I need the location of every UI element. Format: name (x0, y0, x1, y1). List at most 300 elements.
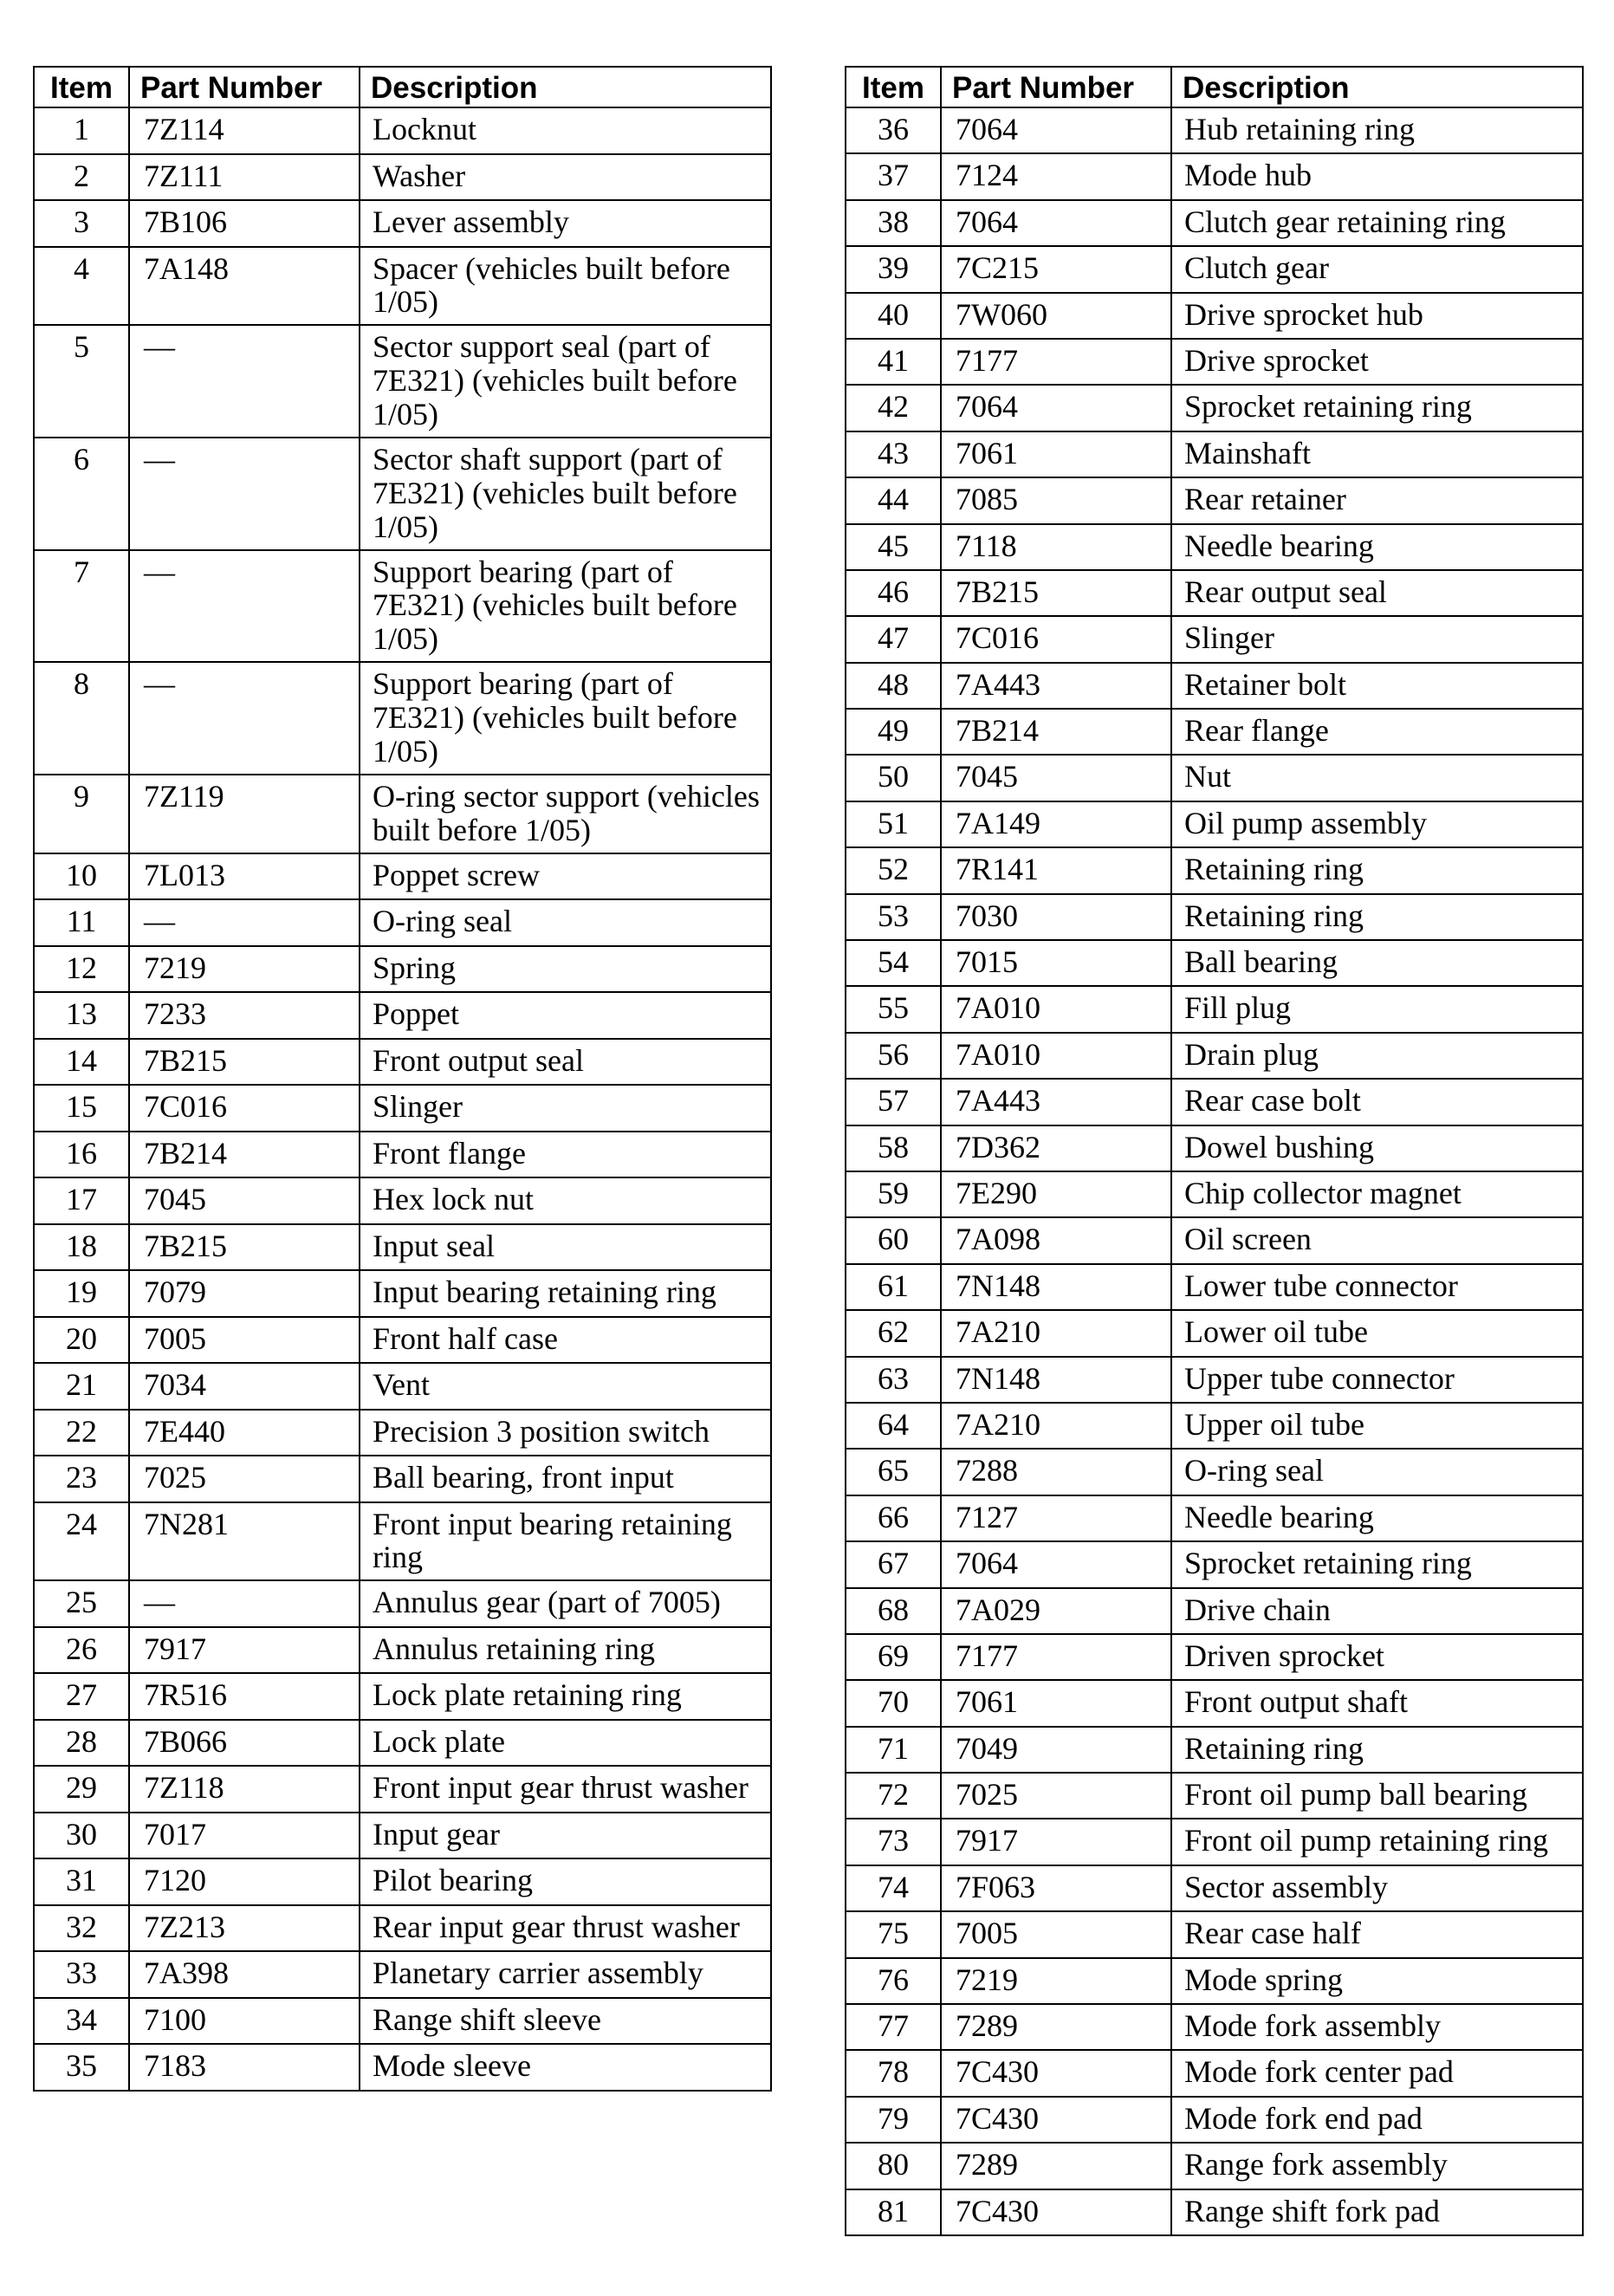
part-number-cell: 7C430 (941, 2189, 1171, 2235)
part-number-cell: 7219 (129, 946, 360, 993)
table-row (34, 1813, 771, 1859)
part-number-cell: 7061 (941, 1680, 1171, 1726)
part-number-cell: 7N148 (941, 1264, 1171, 1310)
table-row (846, 1958, 1583, 2004)
item-number-cell: 10 (34, 853, 129, 900)
item-number-cell: 68 (846, 1588, 941, 1634)
part-number-cell: 7064 (941, 385, 1171, 431)
item-number-cell: 51 (846, 801, 941, 847)
description-cell: Range shift fork pad (1171, 2189, 1583, 2235)
description-cell: Precision 3 position switch (360, 1410, 771, 1456)
part-number-cell: 7061 (941, 431, 1171, 477)
table-row (34, 2044, 771, 2091)
description-cell: Upper tube connector (1171, 1357, 1583, 1403)
table-row (846, 1171, 1583, 1217)
description-cell: Front oil pump ball bearing (1171, 1773, 1583, 1819)
part-number-cell: 7B066 (129, 1720, 360, 1767)
description-cell: Mode spring (1171, 1958, 1583, 2004)
table-row (846, 1541, 1583, 1587)
part-number-cell: 7177 (941, 339, 1171, 385)
part-number-cell: 7177 (941, 1634, 1171, 1680)
description-cell: Rear input gear thrust washer (360, 1905, 771, 1952)
table-row (34, 1766, 771, 1813)
table-row (34, 1039, 771, 1086)
description-cell: Retaining ring (1171, 1727, 1583, 1773)
table-row (34, 200, 771, 247)
description-cell: Planetary carrier assembly (360, 1951, 771, 1998)
item-number-cell: 37 (846, 153, 941, 199)
header-row (34, 67, 771, 107)
description-cell: O-ring sector support (vehicles built before 1/05) (360, 775, 771, 853)
description-cell: Rear retainer (1171, 477, 1583, 523)
table-row (34, 1177, 771, 1224)
table-row (846, 847, 1583, 893)
item-number-cell: 36 (846, 107, 941, 153)
part-number-cell: 7A443 (941, 663, 1171, 709)
description-cell: Mode fork assembly (1171, 2004, 1583, 2050)
table-row (846, 2004, 1583, 2050)
description-cell: Spring (360, 946, 771, 993)
table-row (846, 431, 1583, 477)
item-number-cell: 50 (846, 755, 941, 801)
item-number-cell: 64 (846, 1403, 941, 1449)
table-row (34, 1673, 771, 1720)
description-cell: Rear case bolt (1171, 1079, 1583, 1125)
description-cell: Mode fork center pad (1171, 2050, 1583, 2096)
item-number-cell: 72 (846, 1773, 941, 1819)
header-part-number: Part Number (941, 67, 1171, 107)
part-number-cell: 7A398 (129, 1951, 360, 1998)
description-cell: Oil screen (1171, 1217, 1583, 1263)
part-number-cell: 7C016 (129, 1085, 360, 1132)
description-cell: Slinger (1171, 616, 1583, 662)
item-number-cell: 75 (846, 1911, 941, 1957)
description-cell: Input bearing retaining ring (360, 1270, 771, 1317)
item-number-cell: 35 (34, 2044, 129, 2091)
table-row (34, 325, 771, 438)
description-cell: Oil pump assembly (1171, 801, 1583, 847)
item-number-cell: 15 (34, 1085, 129, 1132)
description-cell: Sprocket retaining ring (1171, 385, 1583, 431)
table-row (846, 200, 1583, 246)
description-cell: Sprocket retaining ring (1171, 1541, 1583, 1587)
part-number-cell: — (129, 550, 360, 663)
part-number-cell: 7A148 (129, 247, 360, 326)
description-cell: Clutch gear retaining ring (1171, 200, 1583, 246)
item-number-cell: 6 (34, 438, 129, 550)
description-cell: Front half case (360, 1317, 771, 1364)
table-body (846, 107, 1583, 2235)
item-number-cell: 78 (846, 2050, 941, 2096)
description-cell: Lever assembly (360, 200, 771, 247)
table-row (34, 1720, 771, 1767)
part-number-cell: 7045 (941, 755, 1171, 801)
part-number-cell: 7917 (129, 1627, 360, 1674)
part-number-cell: 7045 (129, 1177, 360, 1224)
part-number-cell: 7F063 (941, 1865, 1171, 1911)
part-number-cell: 7A029 (941, 1588, 1171, 1634)
description-cell: Annulus gear (part of 7005) (360, 1580, 771, 1627)
table-row (846, 1727, 1583, 1773)
description-cell: Washer (360, 154, 771, 201)
item-number-cell: 1 (34, 107, 129, 154)
table-row (846, 755, 1583, 801)
item-number-cell: 57 (846, 1079, 941, 1125)
item-number-cell: 27 (34, 1673, 129, 1720)
table-row (846, 1495, 1583, 1541)
item-number-cell: 59 (846, 1171, 941, 1217)
table-row (846, 1911, 1583, 1957)
description-cell: Needle bearing (1171, 1495, 1583, 1541)
part-number-cell: 7B215 (129, 1039, 360, 1086)
description-cell: Vent (360, 1363, 771, 1410)
part-number-cell: 7120 (129, 1858, 360, 1905)
item-number-cell: 54 (846, 940, 941, 986)
item-number-cell: 63 (846, 1357, 941, 1403)
part-number-cell: 7C430 (941, 2097, 1171, 2143)
table-row (846, 2097, 1583, 2143)
item-number-cell: 4 (34, 247, 129, 326)
table-row (846, 477, 1583, 523)
table-body (34, 107, 771, 2091)
item-number-cell: 12 (34, 946, 129, 993)
item-number-cell: 33 (34, 1951, 129, 1998)
table-row (846, 2143, 1583, 2189)
part-number-cell: 7289 (941, 2143, 1171, 2189)
table-row (846, 1588, 1583, 1634)
item-number-cell: 39 (846, 246, 941, 292)
part-number-cell: 7N148 (941, 1357, 1171, 1403)
description-cell: Front output seal (360, 1039, 771, 1086)
header-row (846, 67, 1583, 107)
description-cell: Sector support seal (part of 7E321) (vehicles built before 1/05) (360, 325, 771, 438)
part-number-cell: — (129, 662, 360, 775)
table-row (846, 1773, 1583, 1819)
table-row (846, 1449, 1583, 1495)
description-cell: Driven sprocket (1171, 1634, 1583, 1680)
table-row (846, 1403, 1583, 1449)
item-number-cell: 53 (846, 894, 941, 940)
part-number-cell: 7100 (129, 1998, 360, 2045)
item-number-cell: 76 (846, 1958, 941, 2004)
description-cell: Sector assembly (1171, 1865, 1583, 1911)
description-cell: Lock plate retaining ring (360, 1673, 771, 1720)
part-number-cell: 7B214 (941, 709, 1171, 755)
part-number-cell: 7E440 (129, 1410, 360, 1456)
part-number-cell: 7183 (129, 2044, 360, 2091)
table-row (846, 1079, 1583, 1125)
item-number-cell: 28 (34, 1720, 129, 1767)
item-number-cell: 3 (34, 200, 129, 247)
description-cell: Ball bearing, front input (360, 1456, 771, 1502)
description-cell: Spacer (vehicles built before 1/05) (360, 247, 771, 326)
description-cell: Support bearing (part of 7E321) (vehicles built before 1/05) (360, 550, 771, 663)
part-number-cell: 7A098 (941, 1217, 1171, 1263)
description-cell: Lower tube connector (1171, 1264, 1583, 1310)
table-row (34, 1580, 771, 1627)
description-cell: Input seal (360, 1224, 771, 1271)
table-row (34, 1502, 771, 1581)
table-row (846, 1634, 1583, 1680)
table-row (846, 1217, 1583, 1263)
part-number-cell: 7219 (941, 1958, 1171, 2004)
item-number-cell: 79 (846, 2097, 941, 2143)
item-number-cell: 74 (846, 1865, 941, 1911)
table-row (34, 1410, 771, 1456)
description-cell: Front output shaft (1171, 1680, 1583, 1726)
table-row (846, 1819, 1583, 1865)
header-item: Item (34, 67, 129, 107)
table-row (846, 801, 1583, 847)
table-row (846, 385, 1583, 431)
table-row (846, 2189, 1583, 2235)
table-row (34, 1951, 771, 1998)
table-row (34, 1317, 771, 1364)
part-number-cell: 7079 (129, 1270, 360, 1317)
item-number-cell: 24 (34, 1502, 129, 1581)
description-cell: Support bearing (part of 7E321) (vehicles built before 1/05) (360, 662, 771, 775)
table-row (34, 1998, 771, 2045)
part-number-cell: 7Z119 (129, 775, 360, 853)
item-number-cell: 49 (846, 709, 941, 755)
table-row (34, 775, 771, 853)
description-cell: Needle bearing (1171, 524, 1583, 570)
table-row (846, 986, 1583, 1032)
item-number-cell: 11 (34, 899, 129, 946)
table-row (34, 438, 771, 550)
part-number-cell: 7A210 (941, 1403, 1171, 1449)
description-cell: Range fork assembly (1171, 2143, 1583, 2189)
table-row (846, 153, 1583, 199)
table-row (34, 1270, 771, 1317)
part-number-cell: 7D362 (941, 1125, 1171, 1171)
part-number-cell: 7Z111 (129, 154, 360, 201)
part-number-cell: — (129, 1580, 360, 1627)
table-row (34, 1085, 771, 1132)
part-number-cell: — (129, 899, 360, 946)
description-cell: Pilot bearing (360, 1858, 771, 1905)
item-number-cell: 44 (846, 477, 941, 523)
item-number-cell: 25 (34, 1580, 129, 1627)
item-number-cell: 65 (846, 1449, 941, 1495)
description-cell: Mainshaft (1171, 431, 1583, 477)
table-row (846, 616, 1583, 662)
table-row (846, 1125, 1583, 1171)
table-row (846, 524, 1583, 570)
part-number-cell: 7118 (941, 524, 1171, 570)
item-number-cell: 42 (846, 385, 941, 431)
header-item: Item (846, 67, 941, 107)
item-number-cell: 45 (846, 524, 941, 570)
part-number-cell: — (129, 438, 360, 550)
description-cell: Ball bearing (1171, 940, 1583, 986)
table-row (846, 894, 1583, 940)
description-cell: Range shift sleeve (360, 1998, 771, 2045)
part-number-cell: 7E290 (941, 1171, 1171, 1217)
description-cell: Hub retaining ring (1171, 107, 1583, 153)
item-number-cell: 22 (34, 1410, 129, 1456)
description-cell: Input gear (360, 1813, 771, 1859)
description-cell: Retaining ring (1171, 847, 1583, 893)
description-cell: Rear flange (1171, 709, 1583, 755)
item-number-cell: 52 (846, 847, 941, 893)
item-number-cell: 23 (34, 1456, 129, 1502)
item-number-cell: 73 (846, 1819, 941, 1865)
description-cell: O-ring seal (1171, 1449, 1583, 1495)
item-number-cell: 60 (846, 1217, 941, 1263)
parts-table-left (33, 66, 772, 2092)
description-cell: Locknut (360, 107, 771, 154)
description-cell: Drive sprocket hub (1171, 293, 1583, 339)
header-description: Description (360, 67, 771, 107)
item-number-cell: 67 (846, 1541, 941, 1587)
description-cell: Upper oil tube (1171, 1403, 1583, 1449)
description-cell: Chip collector magnet (1171, 1171, 1583, 1217)
part-number-cell: 7Z114 (129, 107, 360, 154)
item-number-cell: 58 (846, 1125, 941, 1171)
item-number-cell: 26 (34, 1627, 129, 1674)
description-cell: Drive chain (1171, 1588, 1583, 1634)
header-description: Description (1171, 67, 1583, 107)
item-number-cell: 17 (34, 1177, 129, 1224)
description-cell: Sector shaft support (part of 7E321) (vehicles built before 1/05) (360, 438, 771, 550)
item-number-cell: 13 (34, 992, 129, 1039)
item-number-cell: 69 (846, 1634, 941, 1680)
description-cell: Mode fork end pad (1171, 2097, 1583, 2143)
item-number-cell: 29 (34, 1766, 129, 1813)
description-cell: Annulus retaining ring (360, 1627, 771, 1674)
table-row (34, 946, 771, 993)
table-row (846, 107, 1583, 153)
item-number-cell: 80 (846, 2143, 941, 2189)
table-row (846, 1264, 1583, 1310)
item-number-cell: 18 (34, 1224, 129, 1271)
item-number-cell: 5 (34, 325, 129, 438)
part-number-cell: 7A210 (941, 1310, 1171, 1356)
part-number-cell: 7L013 (129, 853, 360, 900)
part-number-cell: 7R141 (941, 847, 1171, 893)
description-cell: Front input gear thrust washer (360, 1766, 771, 1813)
description-cell: Poppet (360, 992, 771, 1039)
item-number-cell: 56 (846, 1033, 941, 1079)
table-row (846, 2050, 1583, 2096)
table-row (34, 1627, 771, 1674)
item-number-cell: 38 (846, 200, 941, 246)
part-number-cell: 7025 (941, 1773, 1171, 1819)
part-number-cell: 7A443 (941, 1079, 1171, 1125)
description-cell: Lower oil tube (1171, 1310, 1583, 1356)
item-number-cell: 43 (846, 431, 941, 477)
item-number-cell: 20 (34, 1317, 129, 1364)
table-row (34, 1905, 771, 1952)
part-number-cell: — (129, 325, 360, 438)
part-number-cell: 7B215 (941, 570, 1171, 616)
part-number-cell: 7B215 (129, 1224, 360, 1271)
part-number-cell: 7127 (941, 1495, 1171, 1541)
description-cell: Front oil pump retaining ring (1171, 1819, 1583, 1865)
part-number-cell: 7A010 (941, 986, 1171, 1032)
table-row (34, 1456, 771, 1502)
part-number-cell: 7030 (941, 894, 1171, 940)
part-number-cell: 7017 (129, 1813, 360, 1859)
parts-table-right (845, 66, 1584, 2236)
item-number-cell: 9 (34, 775, 129, 853)
item-number-cell: 55 (846, 986, 941, 1032)
item-number-cell: 47 (846, 616, 941, 662)
part-number-cell: 7R516 (129, 1673, 360, 1720)
item-number-cell: 70 (846, 1680, 941, 1726)
item-number-cell: 46 (846, 570, 941, 616)
item-number-cell: 21 (34, 1363, 129, 1410)
description-cell: Drain plug (1171, 1033, 1583, 1079)
table-row (846, 246, 1583, 292)
description-cell: Drive sprocket (1171, 339, 1583, 385)
description-cell: Mode sleeve (360, 2044, 771, 2091)
table-row (34, 662, 771, 775)
item-number-cell: 81 (846, 2189, 941, 2235)
part-number-cell: 7085 (941, 477, 1171, 523)
part-number-cell: 7025 (129, 1456, 360, 1502)
part-number-cell: 7064 (941, 107, 1171, 153)
table-row (34, 247, 771, 326)
item-number-cell: 30 (34, 1813, 129, 1859)
description-cell: Slinger (360, 1085, 771, 1132)
item-number-cell: 40 (846, 293, 941, 339)
item-number-cell: 7 (34, 550, 129, 663)
item-number-cell: 77 (846, 2004, 941, 2050)
table-row (846, 1310, 1583, 1356)
table-row (34, 1132, 771, 1178)
description-cell: Clutch gear (1171, 246, 1583, 292)
description-cell: Poppet screw (360, 853, 771, 900)
part-number-cell: 7034 (129, 1363, 360, 1410)
table-row (34, 1363, 771, 1410)
table-row (846, 663, 1583, 709)
part-number-cell: 7005 (129, 1317, 360, 1364)
part-number-cell: 7233 (129, 992, 360, 1039)
part-number-cell: 7064 (941, 200, 1171, 246)
description-cell: O-ring seal (360, 899, 771, 946)
part-number-cell: 7C215 (941, 246, 1171, 292)
part-number-cell: 7124 (941, 153, 1171, 199)
item-number-cell: 48 (846, 663, 941, 709)
table-row (34, 107, 771, 154)
item-number-cell: 71 (846, 1727, 941, 1773)
table-row (846, 709, 1583, 755)
description-cell: Hex lock nut (360, 1177, 771, 1224)
description-cell: Lock plate (360, 1720, 771, 1767)
description-cell: Mode hub (1171, 153, 1583, 199)
description-cell: Front flange (360, 1132, 771, 1178)
part-number-cell: 7049 (941, 1727, 1171, 1773)
item-number-cell: 16 (34, 1132, 129, 1178)
item-number-cell: 32 (34, 1905, 129, 1952)
description-cell: Retaining ring (1171, 894, 1583, 940)
description-cell: Rear case half (1171, 1911, 1583, 1957)
part-number-cell: 7Z118 (129, 1766, 360, 1813)
item-number-cell: 2 (34, 154, 129, 201)
part-number-cell: 7C016 (941, 616, 1171, 662)
table-row (846, 940, 1583, 986)
description-cell: Nut (1171, 755, 1583, 801)
part-number-cell: 7288 (941, 1449, 1171, 1495)
table-row (34, 992, 771, 1039)
table-row (846, 293, 1583, 339)
part-number-cell: 7A010 (941, 1033, 1171, 1079)
header-part-number: Part Number (129, 67, 360, 107)
table-row (34, 899, 771, 946)
table-row (34, 1224, 771, 1271)
